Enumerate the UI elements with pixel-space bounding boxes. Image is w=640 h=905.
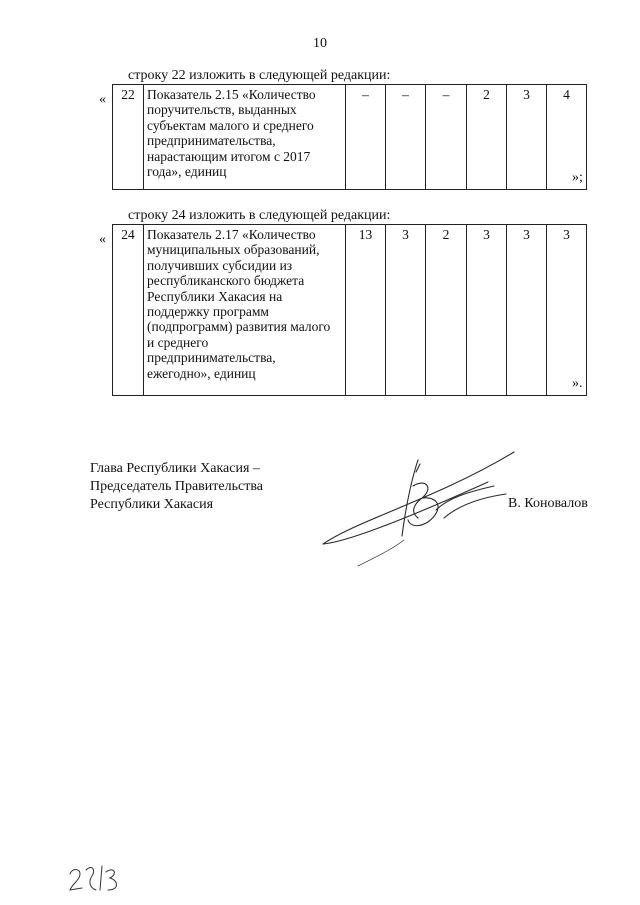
value-cell: 2 — [426, 225, 467, 396]
signatory-position-line: Глава Республики Хакасия – — [90, 461, 260, 476]
value-cell: – — [346, 85, 386, 190]
row-description — [144, 225, 346, 396]
description-line: Республики Хакасия на — [147, 288, 283, 304]
value-cell: 13 — [346, 225, 386, 396]
value-cell: 4 — [547, 85, 587, 190]
amendment-1-table — [112, 84, 587, 190]
amendment-2-open-quote: « — [99, 232, 106, 247]
table-row — [113, 85, 587, 190]
value-cell: 3 — [386, 225, 426, 396]
description-line: поручительств, выданных — [147, 102, 297, 118]
row-description — [144, 85, 346, 190]
description-line: предпринимательства, — [147, 133, 276, 149]
amendment-2-close-quote: ». — [572, 376, 583, 391]
amendment-2-table — [112, 224, 587, 396]
description-line: поддержку программ — [147, 304, 269, 320]
row-number: 22 — [113, 85, 144, 190]
description-line: Показатель 2.15 «Количество — [147, 87, 316, 102]
description-line: нарастающим итогом с 2017 — [147, 148, 311, 164]
description-line: Показатель 2.17 «Количество — [147, 227, 316, 242]
value-cell: 3 — [467, 225, 507, 396]
row-number: 24 — [113, 225, 144, 396]
description-line: получивших субсидии из — [147, 257, 293, 273]
signatory-position-line: Председатель Правительства — [90, 479, 263, 494]
description-line: республиканского бюджета — [147, 273, 305, 289]
table-row — [113, 225, 587, 396]
description-line: года», единиц — [147, 164, 227, 180]
description-line: (подпрограмм) развития малого — [147, 319, 331, 335]
handwritten-signature — [318, 448, 524, 576]
signatory-name: В. Коновалов — [508, 496, 588, 511]
value-cell: – — [386, 85, 426, 190]
value-cell: 3 — [507, 85, 547, 190]
value-cell: 3 — [507, 225, 547, 396]
description-line: субъектам малого и среднего — [147, 117, 314, 133]
amendment-1-open-quote: « — [99, 92, 106, 107]
description-line: ежегодно», единиц — [147, 365, 256, 381]
description-line: муниципальных образований, — [147, 242, 320, 258]
signatory-position-line: Республики Хакасия — [90, 497, 214, 512]
page-number: 10 — [313, 36, 327, 51]
handwritten-mark — [66, 860, 130, 896]
description-line: предпринимательства, — [147, 350, 276, 366]
amendment-1-instruction: строку 22 изложить в следующей редакции: — [128, 68, 391, 83]
signatory-position — [90, 460, 263, 514]
value-cell: 2 — [467, 85, 507, 190]
amendment-1-close-quote: »; — [572, 170, 583, 185]
value-cell: 3 — [547, 225, 587, 396]
value-cell: – — [426, 85, 467, 190]
description-line: и среднего — [147, 334, 209, 350]
amendment-2-instruction: строку 24 изложить в следующей редакции: — [128, 208, 391, 223]
